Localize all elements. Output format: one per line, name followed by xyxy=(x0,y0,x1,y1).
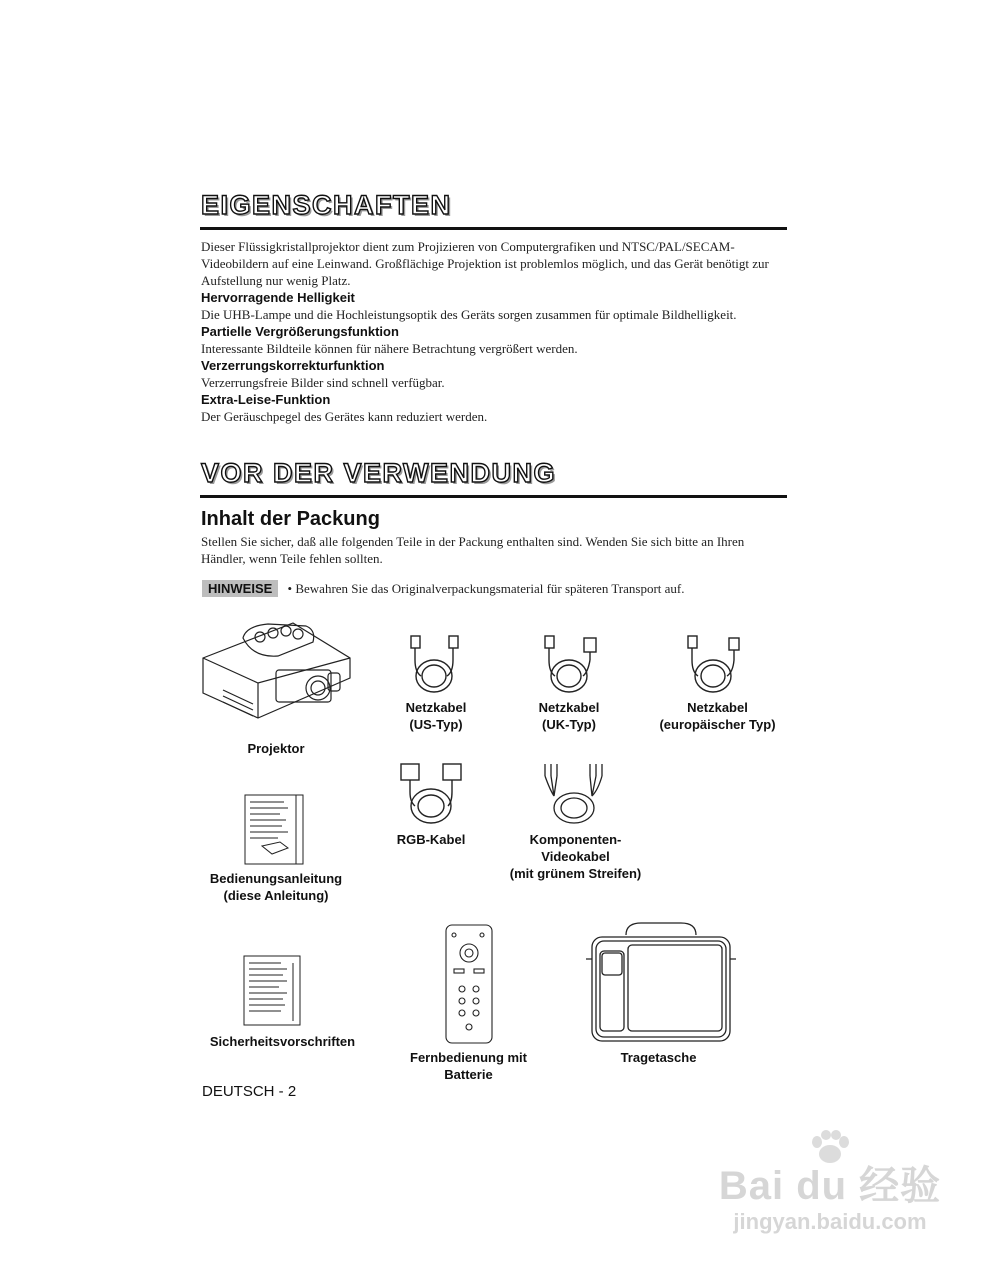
feature-title: Verzerrungskorrekturfunktion xyxy=(201,358,385,373)
note-text: • Bewahren Sie das Originalverpackungsmaterial für späteren Transport auf. xyxy=(287,581,685,596)
power-cable-us-icon xyxy=(405,632,465,697)
package-intro: Stellen Sie sicher, daß alle folgenden Teile in der Packung enthalten sind. Wenden Sie sich bitte an Ihren Händler, wenn Teile fehlen sollten. xyxy=(201,534,745,566)
feature-text: Der Geräuschpegel des Gerätes kann reduziert werden. xyxy=(201,409,488,424)
caption-safety: Sicherheitsvorschriften xyxy=(209,1034,356,1049)
caption-projector: Projektor xyxy=(247,741,305,756)
intro-paragraph: Dieser Flüssigkristallprojektor dient zum Projizieren von Computergrafiken und NTSC/PAL/SECAM-Videobildern auf eine Leinwand. Großflächige Projektion ist problemlos möglich, und das Gerät benötigt zur Aufstellung nur wenig Platz. xyxy=(201,239,769,288)
remote-control-icon xyxy=(444,923,496,1045)
power-cable-uk-icon xyxy=(540,632,600,697)
caption-cable-uk: Netzkabel (UK-Typ) xyxy=(538,700,600,732)
section-title-vor-der-verwendung: VOR DER VERWENDUNG xyxy=(201,458,557,488)
rgb-cable-icon xyxy=(398,762,468,827)
paw-icon xyxy=(810,1130,850,1164)
manual-booklet-icon xyxy=(244,794,306,866)
component-cable-icon xyxy=(540,762,610,827)
power-cable-eu-icon xyxy=(685,632,745,697)
watermark xyxy=(700,1130,960,1236)
caption-component: Komponenten- Videokabel (mit grünem Streifen) xyxy=(509,832,642,881)
safety-leaflet-icon xyxy=(243,955,303,1027)
caption-rgb: RGB-Kabel xyxy=(396,832,466,847)
section-title-eigenschaften: EIGENSCHAFTEN xyxy=(201,190,452,220)
note-badge: HINWEISE xyxy=(202,580,278,597)
feature-text: Verzerrungsfreie Bilder sind schnell verfügbar. xyxy=(201,375,445,390)
feature-title: Partielle Vergrößerungsfunktion xyxy=(201,324,399,339)
caption-bag: Tragetasche xyxy=(620,1050,697,1065)
title-rule xyxy=(200,227,787,230)
page-footer: DEUTSCH - 2 xyxy=(202,1083,297,1100)
features-block xyxy=(201,238,781,425)
note-line xyxy=(202,581,685,597)
caption-manual: Bedienungsanleitung (diese Anleitung) xyxy=(209,871,343,903)
caption-cable-eu: Netzkabel (europäischer Typ) xyxy=(659,700,776,732)
caption-remote: Fernbedienung mit Batterie xyxy=(410,1050,527,1082)
feature-text: Interessante Bildteile können für nähere Betrachtung vergrößert werden. xyxy=(201,341,578,356)
watermark-logo: Bai du 经验 xyxy=(718,1164,942,1208)
feature-title: Extra-Leise-Funktion xyxy=(201,392,331,407)
projector-icon xyxy=(198,618,358,738)
title-rule xyxy=(200,495,787,498)
caption-cable-us: Netzkabel (US-Typ) xyxy=(405,700,467,732)
feature-text: Die UHB-Lampe und die Hochleistungsoptik des Geräts sorgen zusammen für optimale Bildhelligkeit. xyxy=(201,307,737,322)
carrying-bag-icon xyxy=(586,921,736,1043)
watermark-url: jingyan.baidu.com xyxy=(733,1209,927,1234)
subsection-title: Inhalt der Packung xyxy=(201,508,380,530)
feature-title: Hervorragende Helligkeit xyxy=(201,290,355,305)
